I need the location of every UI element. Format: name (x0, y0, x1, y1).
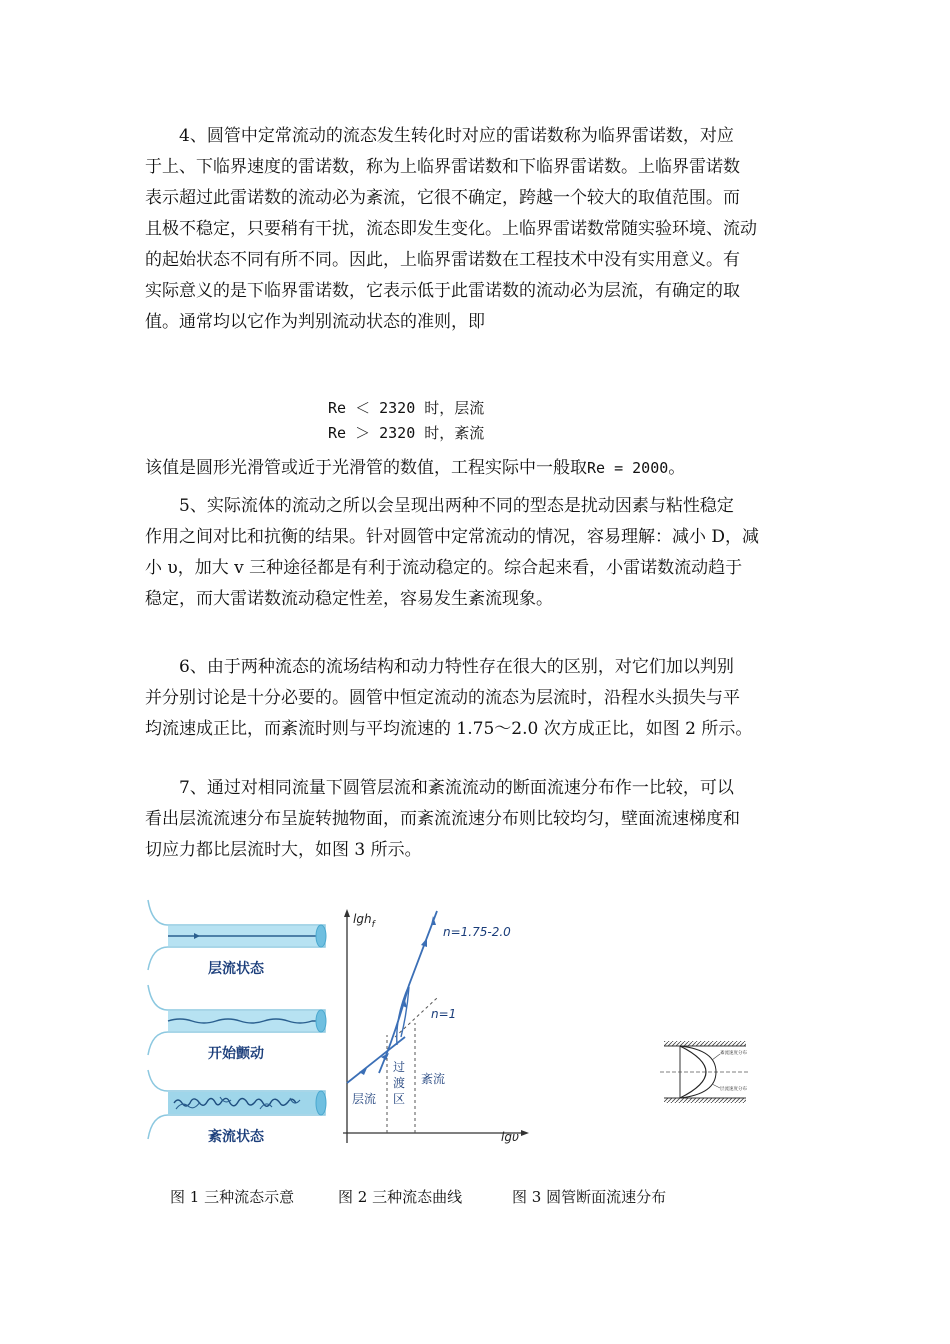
label-turbulent-region: 紊流 (421, 1072, 446, 1086)
paragraph-line: 4、圆管中定常流动的流态发生转化时对应的雷诺数称为临界雷诺数，对应 (179, 126, 734, 146)
value-note-suffix: 。 (668, 458, 686, 478)
label-transition-state: 开始颤动 (208, 1046, 264, 1062)
paragraph-line: 稳定，而大雷诺数流动稳定性差，容易发生紊流现象。 (145, 589, 553, 609)
caption-figure-1: 图 1 三种流态示意 (170, 1188, 295, 1206)
caption-figure-3: 图 3 圆管断面流速分布 (512, 1188, 667, 1206)
condition-laminar: Re ＜ 2320 时，层流 (328, 399, 485, 417)
paragraph-4 (145, 121, 807, 338)
paragraph-line: 5、实际流体的流动之所以会呈现出两种不同的型态是扰动因素与粘性稳定 (179, 496, 734, 516)
paragraph-7 (145, 773, 807, 866)
y-axis-arrow (344, 909, 350, 917)
caption-figure-2: 图 2 三种流态曲线 (338, 1188, 463, 1206)
paragraph-6 (145, 652, 807, 745)
x-axis-label: lgυ (501, 1130, 519, 1144)
paragraph-line: 7、通过对相同流量下圆管层流和紊流流动的断面流速分布作一比较，可以 (179, 778, 734, 798)
paragraph-5 (145, 491, 807, 615)
paragraph-line: 表示超过此雷诺数的流动必为紊流，它很不确定，跨越一个较大的取值范围。而 (145, 188, 740, 208)
label-transition-1: 过 (393, 1060, 406, 1074)
label-n-one: n=1 (431, 1007, 457, 1021)
label-turbulent-state: 紊流状态 (208, 1129, 264, 1145)
paragraph-line: 并分别讨论是十分必要的。圆管中恒定流动的流态为层流时，沿程水头损失与平 (145, 688, 740, 708)
label-n-high: n=1.75-2.0 (443, 925, 511, 939)
paragraph-line: 值。通常均以它作为判别流动状态的准则，即 (145, 312, 485, 332)
arrow (359, 1068, 367, 1075)
figure-1-flow-states (140, 895, 330, 1155)
y-axis-label: lgh$_f$ (353, 912, 375, 930)
value-note-line (145, 453, 807, 484)
value-note-prefix: 该值是圆形光滑管或近于光滑管的数值，工程实际中一般取 (145, 458, 587, 478)
pipe-wall-top (664, 1041, 746, 1046)
pipe-wall-bottom (664, 1098, 746, 1103)
paragraph-line: 作用之间对比和抗衡的结果。针对圆管中定常流动的情况，容易理解：减小 D，减 (145, 527, 760, 547)
figure-2-flow-curves (335, 905, 535, 1150)
label-laminar-region: 层流 (352, 1092, 377, 1106)
pipe-laminar (148, 900, 326, 970)
value-note (145, 453, 807, 484)
value-note-code: Re = 2000 (587, 459, 669, 477)
paragraph-line: 的起始状态不同有所不同。因此，上临界雷诺数在工程技术中没有实用意义。有 (145, 250, 740, 270)
paragraph-line: 于上、下临界速度的雷诺数，称为上临界雷诺数和下临界雷诺数。上临界雷诺数 (145, 157, 740, 177)
condition-turbulent: Re ＞ 2320 时，紊流 (328, 424, 485, 442)
label-laminar-profile: 层流速度分布 (720, 1087, 747, 1092)
label-turbulent-profile: 紊流速度分布 (720, 1051, 747, 1056)
paragraph-line: 小 υ，加大 v 三种途径都是有利于流动稳定的。综合起来看，小雷诺数流动趋于 (145, 558, 743, 578)
paragraph-line: 看出层流流速分布呈旋转抛物面，而紊流流速分布则比较均匀，壁面流速梯度和 (145, 809, 740, 829)
reynolds-conditions (328, 396, 484, 446)
figure-3-velocity-profile (660, 1038, 750, 1108)
label-transition-2: 渡 (393, 1076, 406, 1090)
arrow (421, 938, 427, 947)
paragraph-line: 实际意义的是下临界雷诺数，它表示低于此雷诺数的流动必为层流，有确定的取 (145, 281, 740, 301)
x-axis-arrow (521, 1130, 529, 1136)
paragraph-line: 6、由于两种流态的流场结构和动力特性存在很大的区别，对它们加以判别 (179, 657, 734, 677)
label-laminar-state: 层流状态 (208, 961, 264, 977)
paragraph-line: 均流速成正比，而紊流时则与平均流速的 1.75～2.0 次方成正比，如图 2 所示。 (145, 719, 753, 739)
label-transition-3: 区 (393, 1092, 406, 1106)
paragraph-line: 切应力都比层流时大，如图 3 所示。 (145, 840, 422, 860)
paragraph-line: 且极不稳定，只要稍有干扰，流态即发生变化。上临界雷诺数常随实验环境、流动 (145, 219, 757, 239)
pipe-transition (148, 985, 326, 1055)
